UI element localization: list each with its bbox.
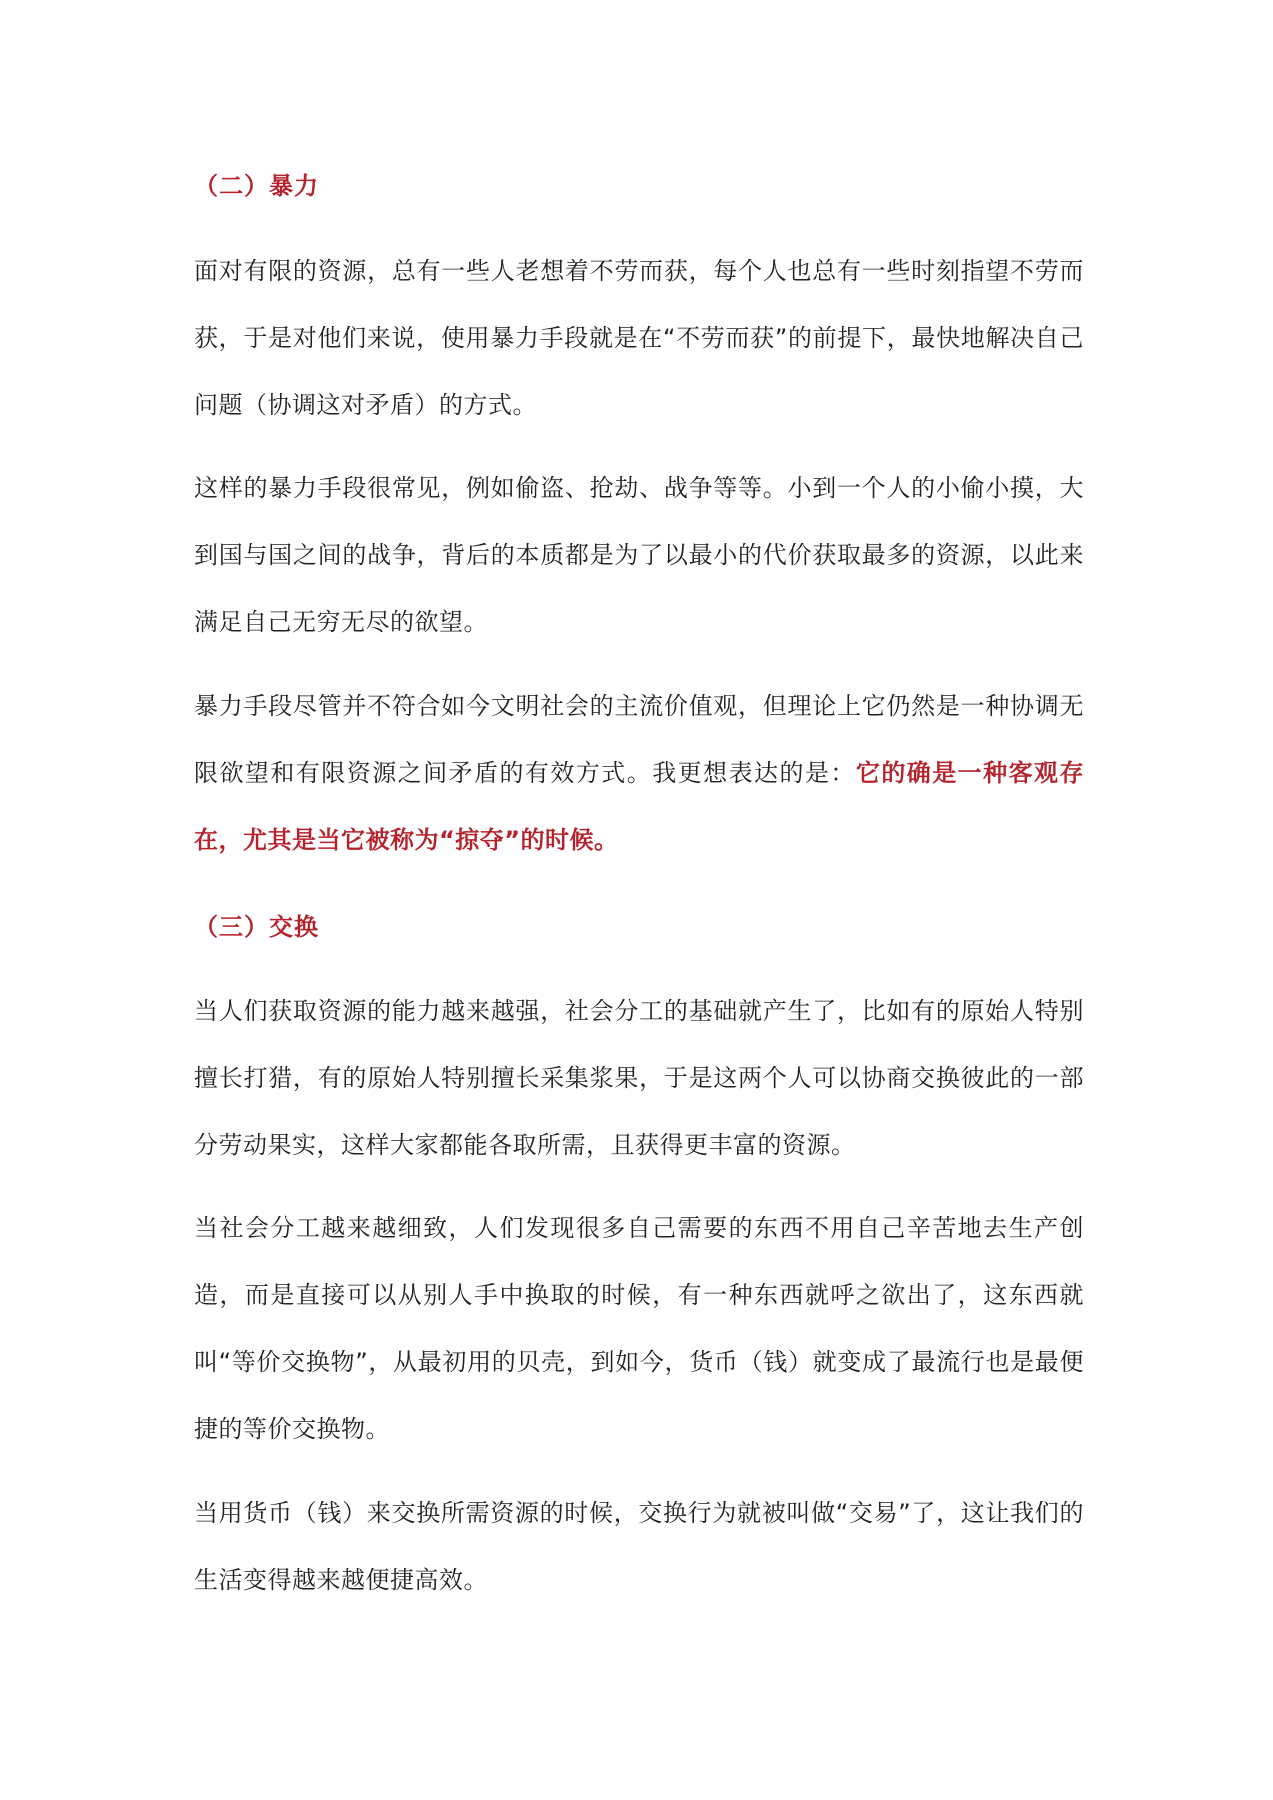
paragraph-exchange-2: 当社会分工越来越细致，人们发现很多自己需要的东西不用自己辛苦地去生产创造，而是直接可以从别人手中换取的时候，有一种东西就呼之欲出了，这东西就叫“等价交换物”，从最初用的贝壳，到如今，货币（钱）就变成了最流行也是最便捷的等价交换物。 <box>194 1214 1084 1443</box>
paragraph-violence-1: 面对有限的资源，总有一些人老想着不劳而获，每个人也总有一些时刻指望不劳而获，于是对他们来说，使用暴力手段就是在“不劳而获”的前提下，最快地解决自己问题（协调这对矛盾）的方式。 <box>194 257 1084 419</box>
paragraph-violence-3 <box>194 673 1084 874</box>
emphasis-text: 它的确是一种客观存在，尤其是当它被称为“掠夺”的时候。 <box>194 759 1085 854</box>
paragraph-exchange-3: 当用货币（钱）来交换所需资源的时候，交换行为就被叫做“交易”了，这让我们的生活变得越来越便捷高效。 <box>194 1499 1084 1594</box>
section-heading-exchange: （三）交换 <box>194 913 319 941</box>
section-heading-violence: （二）暴力 <box>194 172 319 200</box>
paragraph-violence-3-text: 暴力手段尽管并不符合如今文明社会的主流价值观，但理论上它仍然是一种协调无限欲望和有限资源之间矛盾的有效方式。我更想表达的是： <box>194 692 1084 787</box>
paragraph-exchange-1: 当人们获取资源的能力越来越强，社会分工的基础就产生了，比如有的原始人特别擅长打猎，有的原始人特别擅长采集浆果，于是这两个人可以协商交换彼此的一部分劳动果实，这样大家都能各取所需，且获得更丰富的资源。 <box>194 997 1084 1159</box>
paragraph-violence-2: 这样的暴力手段很常见，例如偷盗、抢劫、战争等等。小到一个人的小偷小摸，大到国与国之间的战争，背后的本质都是为了以最小的代价获取最多的资源，以此来满足自己无穷无尽的欲望。 <box>194 474 1084 636</box>
